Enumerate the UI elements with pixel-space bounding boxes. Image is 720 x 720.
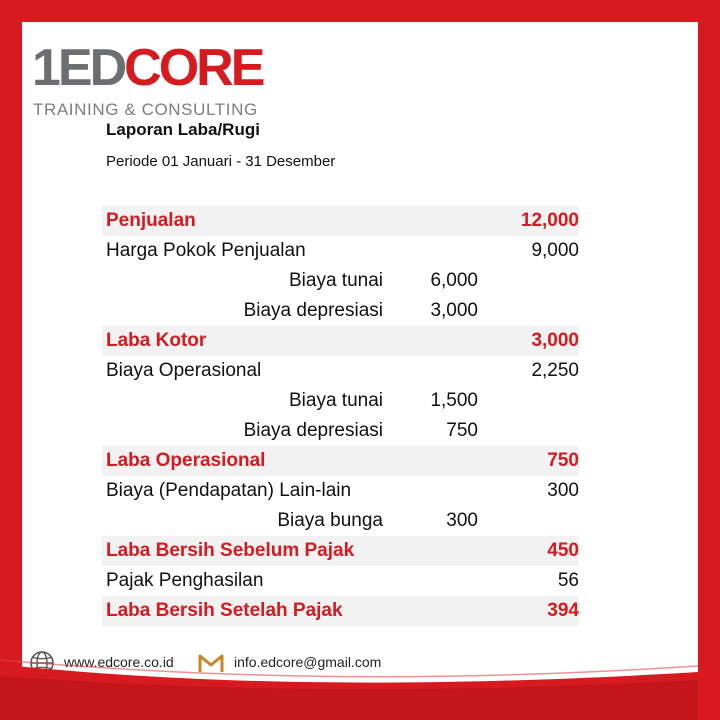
row-amount: 2,250 — [531, 360, 579, 381]
row-amount: 56 — [557, 570, 579, 591]
logo-tagline: TRAINING & CONSULTING — [33, 100, 258, 119]
row-amount: 3,000 — [531, 330, 579, 351]
row-label: Laba Bersih Setelah Pajak — [106, 600, 343, 621]
row-amount: 750 — [547, 450, 579, 471]
row-label: Biaya bunga — [277, 510, 383, 531]
row-detail-amount: 3,000 — [430, 300, 478, 321]
logo-wordmark — [32, 40, 262, 96]
line-item-row — [102, 356, 579, 386]
row-amount: 12,000 — [520, 210, 579, 231]
row-label: Harga Pokok Penjualan — [106, 240, 306, 261]
row-label: Biaya tunai — [288, 270, 383, 291]
row-label: Pajak Penghasilan — [106, 570, 264, 591]
row-amount: 394 — [547, 600, 579, 621]
row-label: Biaya depresiasi — [243, 300, 383, 321]
summary-row — [102, 596, 579, 626]
row-label: Biaya depresiasi — [243, 420, 383, 441]
row-label: Biaya (Pendapatan) Lain-lain — [106, 480, 352, 501]
detail-row — [102, 506, 579, 536]
row-detail-amount: 750 — [446, 420, 478, 441]
row-detail-amount: 300 — [446, 510, 478, 531]
edcore-logo — [32, 40, 272, 126]
email-link[interactable]: info.edcore@gmail.com — [234, 654, 382, 670]
website-link[interactable]: www.edcore.co.id — [64, 654, 174, 670]
row-amount: 450 — [547, 540, 579, 561]
report-period: Periode 01 Januari - 31 Desember — [106, 153, 336, 170]
report-title: Laporan Laba/Rugi — [106, 120, 260, 139]
logo-wordmark-red: CORE — [124, 39, 263, 97]
row-label: Biaya tunai — [288, 390, 383, 411]
line-item-row — [102, 236, 579, 266]
logo-wordmark-dark: 1ED — [32, 39, 125, 97]
row-label: Penjualan — [106, 210, 196, 231]
report-card — [22, 22, 698, 698]
detail-row — [102, 416, 579, 446]
row-amount: 9,000 — [531, 240, 579, 261]
detail-row — [102, 266, 579, 296]
row-amount: 300 — [547, 480, 579, 501]
summary-row — [102, 446, 579, 476]
detail-row — [102, 386, 579, 416]
row-label: Laba Operasional — [106, 450, 266, 471]
summary-row — [102, 536, 579, 566]
summary-row — [102, 326, 579, 356]
row-detail-amount: 1,500 — [430, 390, 478, 411]
row-label: Biaya Operasional — [106, 360, 262, 381]
detail-row — [102, 296, 579, 326]
income-statement-table — [102, 206, 579, 626]
row-label: Laba Kotor — [106, 330, 207, 351]
line-item-row — [102, 476, 579, 506]
red-swoosh-decoration — [0, 640, 698, 720]
row-detail-amount: 6,000 — [430, 270, 478, 291]
line-item-row — [102, 566, 579, 596]
row-label: Laba Bersih Sebelum Pajak — [106, 540, 355, 561]
summary-row — [102, 206, 579, 236]
